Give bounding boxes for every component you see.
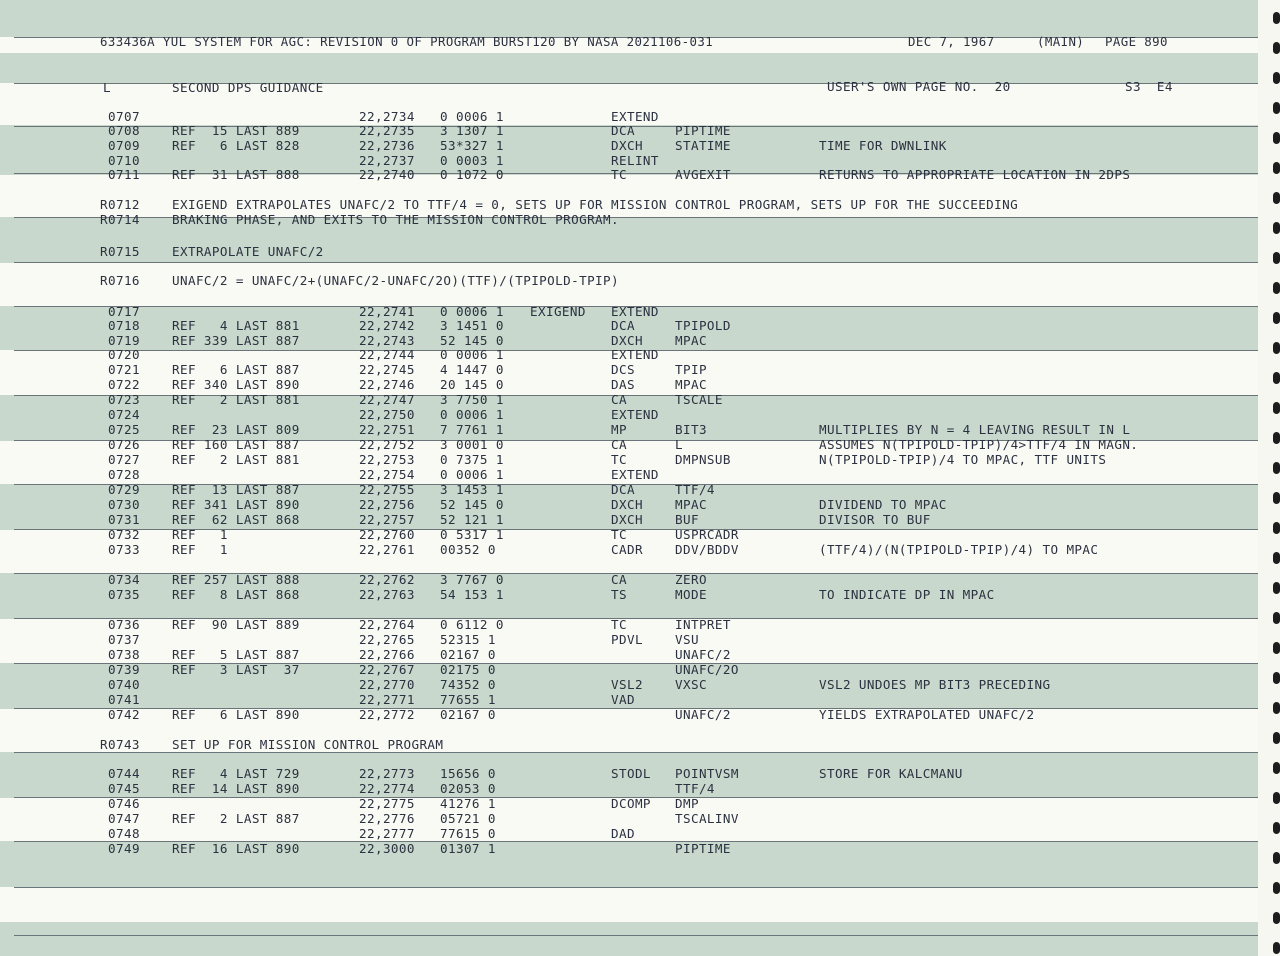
address-column: 22,2761 (359, 542, 415, 557)
line-number: 0728 (108, 467, 140, 482)
log-codes: S3 E4 (1125, 79, 1173, 94)
comment-column: YIELDS EXTRAPOLATED UNAFC/2 (819, 707, 1035, 722)
opcode-column: RELINT (611, 153, 659, 168)
octal-word: 41276 1 (440, 796, 496, 811)
address-column: 22,2755 (359, 482, 415, 497)
address-column: 22,2740 (359, 167, 415, 182)
line-number: 0736 (108, 617, 140, 632)
line-number: 0740 (108, 677, 140, 692)
opcode-column: DCS (611, 362, 635, 377)
line-number: R0716 (100, 273, 140, 288)
feed-hole (1273, 762, 1280, 774)
address-column: 22,2764 (359, 617, 415, 632)
address-column: 22,2777 (359, 826, 415, 841)
feed-hole (1273, 822, 1280, 834)
octal-word: 53*327 1 (440, 138, 504, 153)
line-number: 0721 (108, 362, 140, 377)
line-number: 0730 (108, 497, 140, 512)
octal-word: 52 121 1 (440, 512, 504, 527)
address-column: 22,2771 (359, 692, 415, 707)
ref-column: REF 339 LAST 887 (172, 333, 300, 348)
operand-column: BIT3 (675, 422, 707, 437)
feed-hole (1273, 102, 1280, 114)
feed-hole (1273, 702, 1280, 714)
line-number: 0742 (108, 707, 140, 722)
ref-column: REF 2 LAST 881 (172, 392, 300, 407)
operand-column: VSU (675, 632, 699, 647)
address-column: 22,2775 (359, 796, 415, 811)
octal-word: 0 6112 0 (440, 617, 504, 632)
octal-word: 52315 1 (440, 632, 496, 647)
line-number: 0720 (108, 347, 140, 362)
address-column: 22,2776 (359, 811, 415, 826)
operand-column: VXSC (675, 677, 707, 692)
octal-word: 0 0006 1 (440, 347, 504, 362)
remark-text: EXTRAPOLATE UNAFC/2 (172, 244, 324, 259)
line-number: 0731 (108, 512, 140, 527)
octal-word: 3 1451 0 (440, 318, 504, 333)
opcode-column: DXCH (611, 512, 643, 527)
octal-word: 0 0006 1 (440, 304, 504, 319)
opcode-column: CADR (611, 542, 643, 557)
octal-word: 74352 0 (440, 677, 496, 692)
octal-word: 3 0001 0 (440, 437, 504, 452)
octal-word: 0 7375 1 (440, 452, 504, 467)
comment-column: VSL2 UNDOES MP BIT3 PRECEDING (819, 677, 1051, 692)
green-band (0, 0, 1258, 37)
octal-word: 77655 1 (440, 692, 496, 707)
feed-hole (1273, 312, 1280, 324)
operand-column: STATIME (675, 138, 731, 153)
feed-hole (1273, 342, 1280, 354)
comment-column: (TTF/4)/(N(TPIPOLD-TPIP)/4) TO MPAC (819, 542, 1099, 557)
operand-column: TSCALE (675, 392, 723, 407)
operand-column: MPAC (675, 377, 707, 392)
feed-hole (1273, 642, 1280, 654)
ref-column: REF 4 LAST 729 (172, 766, 300, 781)
operand-column: ZERO (675, 572, 707, 587)
ref-column: REF 1 (172, 527, 228, 542)
ref-column: REF 8 LAST 868 (172, 587, 300, 602)
ref-column: REF 23 LAST 809 (172, 422, 300, 437)
octal-word: 02053 0 (440, 781, 496, 796)
octal-word: 01307 1 (440, 841, 496, 856)
comment-column: TIME FOR DWNLINK (819, 138, 947, 153)
line-number: 0746 (108, 796, 140, 811)
address-column: 22,3000 (359, 841, 415, 856)
operand-column: TTF/4 (675, 482, 715, 497)
ref-column: REF 340 LAST 890 (172, 377, 300, 392)
ref-column: REF 2 LAST 887 (172, 811, 300, 826)
feed-hole (1273, 372, 1280, 384)
line-number: 0711 (108, 167, 140, 182)
line-number: 0726 (108, 437, 140, 452)
line-number: 0747 (108, 811, 140, 826)
address-column: 22,2774 (359, 781, 415, 796)
comment-column: MULTIPLIES BY N = 4 LEAVING RESULT IN L (819, 422, 1131, 437)
ref-column: REF 6 LAST 887 (172, 362, 300, 377)
address-column: 22,2743 (359, 333, 415, 348)
octal-word: 3 7767 0 (440, 572, 504, 587)
operand-column: UNAFC/2O (675, 662, 739, 677)
green-band (0, 53, 1258, 83)
line-number: R0714 (100, 212, 140, 227)
octal-word: 77615 0 (440, 826, 496, 841)
opcode-column: EXTEND (611, 407, 659, 422)
ref-column: REF 3 LAST 37 (172, 662, 300, 677)
octal-word: 15656 0 (440, 766, 496, 781)
line-number: 0719 (108, 333, 140, 348)
octal-word: 52 145 0 (440, 333, 504, 348)
ref-column: REF 6 LAST 890 (172, 707, 300, 722)
feed-hole (1273, 42, 1280, 54)
log-title: SECOND DPS GUIDANCE (172, 80, 324, 95)
ref-column: REF 1 (172, 542, 228, 557)
opcode-column: TC (611, 527, 627, 542)
ref-column: REF 62 LAST 868 (172, 512, 300, 527)
octal-word: 0 1072 0 (440, 167, 504, 182)
address-column: 22,2736 (359, 138, 415, 153)
line-number: 0749 (108, 841, 140, 856)
users-page-number: USER'S OWN PAGE NO. 20 (827, 79, 1011, 94)
octal-word: 02167 0 (440, 647, 496, 662)
comment-column: RETURNS TO APPROPRIATE LOCATION IN 2DPS (819, 167, 1131, 182)
feed-hole (1273, 132, 1280, 144)
ref-column: REF 90 LAST 889 (172, 617, 300, 632)
line-number: 0723 (108, 392, 140, 407)
operand-column: MPAC (675, 333, 707, 348)
log-flag: L (103, 80, 111, 95)
operand-column: USPRCADR (675, 527, 739, 542)
remark-text: EXIGEND EXTRAPOLATES UNAFC/2 TO TTF/4 = 0, SETS UP FOR MISSION CONTROL PROGRAM, SETS UP FOR THE SUCCEEDING (172, 197, 1019, 212)
line-number: 0729 (108, 482, 140, 497)
page-number: PAGE 890 (1105, 34, 1168, 49)
opcode-column: TS (611, 587, 627, 602)
operand-column: PIPTIME (675, 841, 731, 856)
opcode-column: EXTEND (611, 347, 659, 362)
feed-hole (1273, 162, 1280, 174)
opcode-column: DAS (611, 377, 635, 392)
opcode-column: VSL2 (611, 677, 643, 692)
operand-column: L (675, 437, 683, 452)
opcode-column: DXCH (611, 138, 643, 153)
operand-column: MODE (675, 587, 707, 602)
ref-column: REF 15 LAST 889 (172, 123, 300, 138)
opcode-column: EXTEND (611, 109, 659, 124)
feed-hole (1273, 792, 1280, 804)
feed-hole (1273, 882, 1280, 894)
address-column: 22,2745 (359, 362, 415, 377)
ref-column: REF 160 LAST 887 (172, 437, 300, 452)
octal-word: 00352 0 (440, 542, 496, 557)
feed-hole (1273, 672, 1280, 684)
rule-line (14, 752, 1258, 753)
listing-section: (MAIN) (1037, 34, 1085, 49)
address-column: 22,2747 (359, 392, 415, 407)
octal-word: 7 7761 1 (440, 422, 504, 437)
opcode-column: EXTEND (611, 304, 659, 319)
remark-text: UNAFC/2 = UNAFC/2+(UNAFC/2-UNAFC/2O)(TTF)/(TPIPOLD-TPIP) (172, 273, 619, 288)
operand-column: INTPRET (675, 617, 731, 632)
octal-word: 54 153 1 (440, 587, 504, 602)
feed-hole (1273, 942, 1280, 954)
ref-column: REF 257 LAST 888 (172, 572, 300, 587)
octal-word: 0 5317 1 (440, 527, 504, 542)
octal-word: 0 0006 1 (440, 467, 504, 482)
line-number: 0748 (108, 826, 140, 841)
line-number: 0727 (108, 452, 140, 467)
feed-hole (1273, 12, 1280, 24)
line-number: 0741 (108, 692, 140, 707)
green-band (0, 922, 1258, 956)
address-column: 22,2746 (359, 377, 415, 392)
line-number: 0737 (108, 632, 140, 647)
operand-column: BUF (675, 512, 699, 527)
octal-word: 3 7750 1 (440, 392, 504, 407)
address-column: 22,2766 (359, 647, 415, 662)
address-column: 22,2757 (359, 512, 415, 527)
address-column: 22,2737 (359, 153, 415, 168)
octal-word: 02167 0 (440, 707, 496, 722)
comment-column: ASSUMES N(TPIPOLD-TPIP)/4>TTF/4 IN MAGN. (819, 437, 1139, 452)
line-number: 0745 (108, 781, 140, 796)
address-column: 22,2754 (359, 467, 415, 482)
octal-word: 52 145 0 (440, 497, 504, 512)
address-column: 22,2762 (359, 572, 415, 587)
octal-word: 4 1447 0 (440, 362, 504, 377)
address-column: 22,2742 (359, 318, 415, 333)
opcode-column: DCA (611, 482, 635, 497)
label-column: EXIGEND (530, 304, 586, 319)
opcode-column: STODL (611, 766, 651, 781)
feed-hole (1273, 912, 1280, 924)
octal-word: 3 1307 1 (440, 123, 504, 138)
ref-column: REF 31 LAST 888 (172, 167, 300, 182)
opcode-column: EXTEND (611, 467, 659, 482)
comment-column: DIVIDEND TO MPAC (819, 497, 947, 512)
opcode-column: TC (611, 167, 627, 182)
line-number: 0722 (108, 377, 140, 392)
operand-column: TPIPOLD (675, 318, 731, 333)
octal-word: 0 0003 1 (440, 153, 504, 168)
opcode-column: CA (611, 392, 627, 407)
line-number: 0710 (108, 153, 140, 168)
ref-column: REF 5 LAST 887 (172, 647, 300, 662)
operand-column: MPAC (675, 497, 707, 512)
line-number: R0743 (100, 737, 140, 752)
line-number: 0735 (108, 587, 140, 602)
address-column: 22,2767 (359, 662, 415, 677)
ref-column: REF 14 LAST 890 (172, 781, 300, 796)
ref-column: REF 341 LAST 890 (172, 497, 300, 512)
feed-hole (1273, 492, 1280, 504)
feed-hole (1273, 72, 1280, 84)
opcode-column: DCA (611, 318, 635, 333)
line-number: 0734 (108, 572, 140, 587)
line-number: 0733 (108, 542, 140, 557)
opcode-column: VAD (611, 692, 635, 707)
opcode-column: TC (611, 617, 627, 632)
line-number: 0709 (108, 138, 140, 153)
opcode-column: DAD (611, 826, 635, 841)
operand-column: TSCALINV (675, 811, 739, 826)
address-column: 22,2770 (359, 677, 415, 692)
address-column: 22,2734 (359, 109, 415, 124)
feed-hole (1273, 222, 1280, 234)
ref-column: REF 6 LAST 828 (172, 138, 300, 153)
opcode-column: CA (611, 437, 627, 452)
rule-line (14, 262, 1258, 263)
octal-word: 20 145 0 (440, 377, 504, 392)
comment-column: TO INDICATE DP IN MPAC (819, 587, 995, 602)
address-column: 22,2760 (359, 527, 415, 542)
octal-word: 0 0006 1 (440, 109, 504, 124)
octal-word: 05721 0 (440, 811, 496, 826)
feed-hole (1273, 732, 1280, 744)
remark-text: BRAKING PHASE, AND EXITS TO THE MISSION CONTROL PROGRAM. (172, 212, 619, 227)
feed-hole (1273, 612, 1280, 624)
line-number: 0744 (108, 766, 140, 781)
address-column: 22,2751 (359, 422, 415, 437)
listing-date: DEC 7, 1967 (908, 34, 995, 49)
listing-title: 633436A YUL SYSTEM FOR AGC: REVISION 0 OF PROGRAM BURST120 BY NASA 2021106-031 (100, 34, 714, 49)
feed-hole (1273, 252, 1280, 264)
address-column: 22,2741 (359, 304, 415, 319)
address-column: 22,2753 (359, 452, 415, 467)
address-column: 22,2735 (359, 123, 415, 138)
feed-hole (1273, 552, 1280, 564)
feed-hole (1273, 852, 1280, 864)
operand-column: AVGEXIT (675, 167, 731, 182)
operand-column: DMP (675, 796, 699, 811)
address-column: 22,2756 (359, 497, 415, 512)
comment-column: DIVISOR TO BUF (819, 512, 931, 527)
line-number: 0724 (108, 407, 140, 422)
feed-hole (1273, 582, 1280, 594)
octal-word: 0 0006 1 (440, 407, 504, 422)
line-number: 0718 (108, 318, 140, 333)
ref-column: REF 2 LAST 881 (172, 452, 300, 467)
opcode-column: DCA (611, 123, 635, 138)
rule-line (14, 887, 1258, 888)
address-column: 22,2772 (359, 707, 415, 722)
ref-column: REF 13 LAST 887 (172, 482, 300, 497)
address-column: 22,2750 (359, 407, 415, 422)
octal-word: 02175 0 (440, 662, 496, 677)
opcode-column: PDVL (611, 632, 643, 647)
operand-column: TTF/4 (675, 781, 715, 796)
address-column: 22,2752 (359, 437, 415, 452)
address-column: 22,2765 (359, 632, 415, 647)
line-number: 0707 (108, 109, 140, 124)
ref-column: REF 4 LAST 881 (172, 318, 300, 333)
opcode-column: TC (611, 452, 627, 467)
comment-column: N(TPIPOLD-TPIP)/4 TO MPAC, TTF UNITS (819, 452, 1107, 467)
remark-text: SET UP FOR MISSION CONTROL PROGRAM (172, 737, 444, 752)
line-number: 0717 (108, 304, 140, 319)
feed-hole (1273, 192, 1280, 204)
operand-column: TPIP (675, 362, 707, 377)
operand-column: POINTVSM (675, 766, 739, 781)
line-number: R0712 (100, 197, 140, 212)
opcode-column: DCOMP (611, 796, 651, 811)
operand-column: DDV/BDDV (675, 542, 739, 557)
opcode-column: MP (611, 422, 627, 437)
opcode-column: DXCH (611, 497, 643, 512)
address-column: 22,2773 (359, 766, 415, 781)
operand-column: UNAFC/2 (675, 647, 731, 662)
address-column: 22,2763 (359, 587, 415, 602)
opcode-column: DXCH (611, 333, 643, 348)
line-number: 0708 (108, 123, 140, 138)
operand-column: UNAFC/2 (675, 707, 731, 722)
line-number: 0738 (108, 647, 140, 662)
operand-column: PIPTIME (675, 123, 731, 138)
feed-hole (1273, 282, 1280, 294)
feed-hole (1273, 462, 1280, 474)
line-number: 0739 (108, 662, 140, 677)
feed-hole (1273, 522, 1280, 534)
ref-column: REF 16 LAST 890 (172, 841, 300, 856)
opcode-column: CA (611, 572, 627, 587)
line-number: 0725 (108, 422, 140, 437)
line-number: R0715 (100, 244, 140, 259)
comment-column: STORE FOR KALCMANU (819, 766, 963, 781)
octal-word: 3 1453 1 (440, 482, 504, 497)
rule-line (14, 935, 1258, 936)
line-number: 0732 (108, 527, 140, 542)
address-column: 22,2744 (359, 347, 415, 362)
operand-column: DMPNSUB (675, 452, 731, 467)
feed-hole (1273, 402, 1280, 414)
feed-hole (1273, 432, 1280, 444)
